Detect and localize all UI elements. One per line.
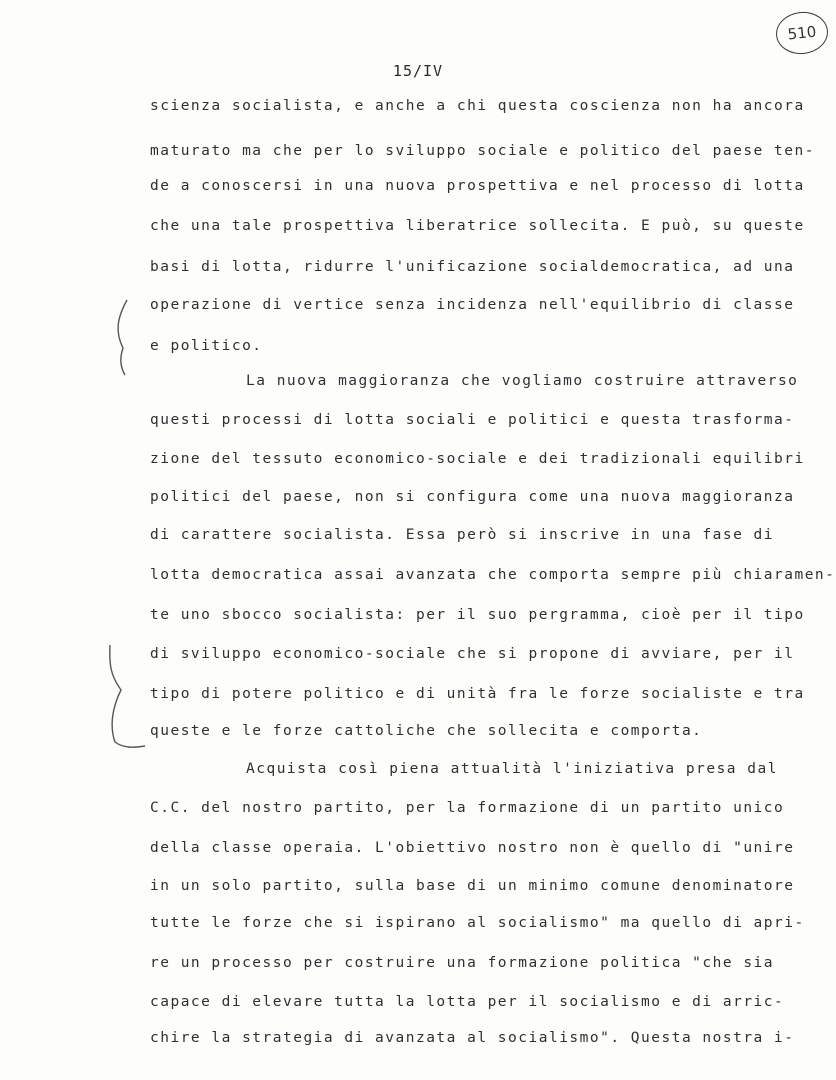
text-line: lotta democratica assai avanzata che comporta sempre più chiaramen- bbox=[150, 567, 836, 583]
text-line: operazione di vertice senza incidenza nell'equilibrio di classe bbox=[150, 297, 795, 313]
text-line: re un processo per costruire una formazione politica "che sia bbox=[150, 955, 775, 971]
text-line: e politico. bbox=[150, 338, 263, 354]
text-line: questi processi di lotta sociali e politici e questa trasforma- bbox=[150, 412, 795, 428]
text-line: te uno sbocco socialista: per il suo pergramma, cioè per il tipo bbox=[150, 607, 805, 623]
archive-number: 510 bbox=[786, 22, 818, 44]
text-line: Acquista così piena attualità l'iniziativa presa dal bbox=[246, 761, 778, 777]
text-line: basi di lotta, ridurre l'unificazione socialdemocratica, ad una bbox=[150, 259, 795, 275]
margin-bracket-mark bbox=[95, 0, 155, 800]
text-line: zione del tessuto economico-sociale e dei tradizionali equilibri bbox=[150, 451, 805, 467]
archive-number-stamp bbox=[774, 9, 830, 56]
text-line: che una tale prospettiva liberatrice sollecita. E può, su queste bbox=[150, 218, 805, 234]
text-line: scienza socialista, e anche a chi questa coscienza non ha ancora bbox=[150, 98, 805, 114]
text-line: chire la strategia di avanzata al socialismo". Questa nostra i- bbox=[150, 1030, 795, 1046]
page-number: 15/IV bbox=[392, 62, 444, 80]
text-line: politici del paese, non si configura come una nuova maggioranza bbox=[150, 489, 795, 505]
text-line: di carattere socialista. Essa però si inscrive in una fase di bbox=[150, 527, 775, 543]
text-line: in un solo partito, sulla base di un minimo comune denominatore bbox=[150, 878, 795, 894]
text-line: tipo di potere politico e di unità fra le forze socialiste e tra bbox=[150, 686, 805, 702]
text-line: tutte le forze che si ispirano al socialismo" ma quello di apri- bbox=[150, 915, 805, 931]
text-line: La nuova maggioranza che vogliamo costruire attraverso bbox=[246, 373, 799, 389]
text-line: della classe operaia. L'obiettivo nostro non è quello di "unire bbox=[150, 840, 795, 856]
text-line: capace di elevare tutta la lotta per il socialismo e di arric- bbox=[150, 994, 785, 1010]
text-line: queste e le forze cattoliche che sollecita e comporta. bbox=[150, 723, 703, 739]
text-line: maturato ma che per lo sviluppo sociale e politico del paese ten- bbox=[150, 143, 815, 159]
text-line: C.C. del nostro partito, per la formazione di un partito unico bbox=[150, 800, 785, 816]
text-line: di sviluppo economico-sociale che si propone di avviare, per il bbox=[150, 646, 795, 662]
text-line: de a conoscersi in una nuova prospettiva e nel processo di lotta bbox=[150, 178, 805, 194]
